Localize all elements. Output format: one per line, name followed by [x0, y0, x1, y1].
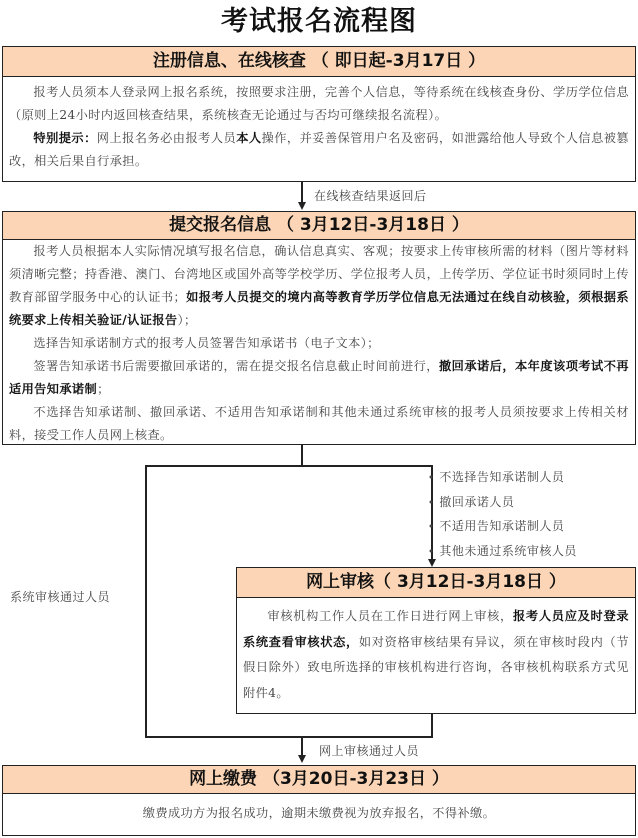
step-register-body [3, 77, 635, 173]
step-paragraph: 审核机构工作人员在工作日进行网上审核，报考人员应及时登录系统查看审核状态，如对资格审核结果有异议，须在审核时段内（节假日除外）致电所选择的审核机构进行咨询，各审核机构联系方式见附件4。 [243, 609, 629, 700]
step-paragraph: 缴费成功方为报名成功，逾期未缴费视为放弃报名，不得补缴。 [142, 806, 496, 820]
page-title: 考试报名流程图 [221, 6, 417, 37]
connector-line [145, 465, 147, 737]
review-group-item: • 不选择告知承诺制人员 [428, 465, 577, 490]
review-group-item: • 其他未通过系统审核人员 [428, 539, 577, 564]
step-paragraph: 不选择告知承诺制、撤回承诺、不适用告知承诺制和其他未通过系统审核的报考人员须按要求上传相关材料，接受工作人员网上核查。 [9, 405, 629, 442]
step-submit-header: 提交报名信息 （ 3月12日-3月18日 ） [3, 212, 635, 240]
connector-line [301, 445, 303, 466]
step-register-box [2, 46, 636, 182]
step-submit-body [3, 240, 635, 447]
review-group-item: • 不适用告知承诺制人员 [428, 514, 577, 539]
step-payment-body [3, 794, 635, 825]
step-review-box [236, 567, 636, 714]
step-review-header: 网上审核（ 3月12日-3月18日 ） [237, 568, 635, 598]
connector-line [145, 736, 433, 738]
step-paragraph: 选择告知承诺制方式的报考人员签署告知承诺书（电子文本）； [33, 336, 380, 350]
step-payment-box [2, 765, 636, 836]
connector-line [145, 465, 433, 467]
arrow-down-icon [298, 755, 306, 763]
step-paragraph: 特别提示：网上报名务必由报考人员本人操作，并妥善保管用户名及密码，如泄露给他人导致个人信息被篡改，相关后果自行承担。 [9, 131, 629, 168]
step-paragraph: 报考人员根据本人实际情况填写报名信息，确认信息真实、客观；按要求上传审核所需的材料（图片等材料须清晰完整；持香港、澳门、台湾地区或国外高等学校学历、学位报考人员，上传学历、学位证书时须同时上传教育部留学服务中心的认证书；如报考人员提交的境内高等教育学历学位信息无法通过在线自动核验，须根据系统要求上传相关验证/认证报告）； [9, 244, 629, 327]
arrow-down-icon [298, 202, 306, 210]
online-review-pass-label: 网上审核通过人员 [319, 744, 420, 758]
step-review-body [237, 598, 635, 706]
step-paragraph: 签署告知承诺书后需要撤回承诺的，需在提交报名信息截止时间前进行，撤回承诺后，本年度该项考试不再适用告知承诺制； [9, 359, 629, 396]
system-pass-label: 系统审核通过人员 [10, 590, 111, 604]
connector-line [301, 736, 303, 756]
connector-line [431, 714, 433, 737]
step-submit-box [2, 211, 636, 445]
step-register-header: 注册信息、在线核查 （ 即日起-3月17日 ） [3, 47, 635, 77]
review-groups-list [428, 465, 577, 563]
step-payment-header: 网上缴费 （3月20日-3月23日 ） [3, 766, 635, 794]
step-paragraph: 报考人员须本人登录网上报名系统，按照要求注册，完善个人信息，等待系统在线核查身份、学历学位信息（原则上24小时内返回核查结果，系统核查无论通过与否均可继续报名流程）。 [9, 85, 629, 122]
after-check-label: 在线核查结果返回后 [314, 189, 427, 203]
connector-line [301, 182, 303, 203]
review-group-item: • 撤回承诺人员 [428, 490, 577, 515]
